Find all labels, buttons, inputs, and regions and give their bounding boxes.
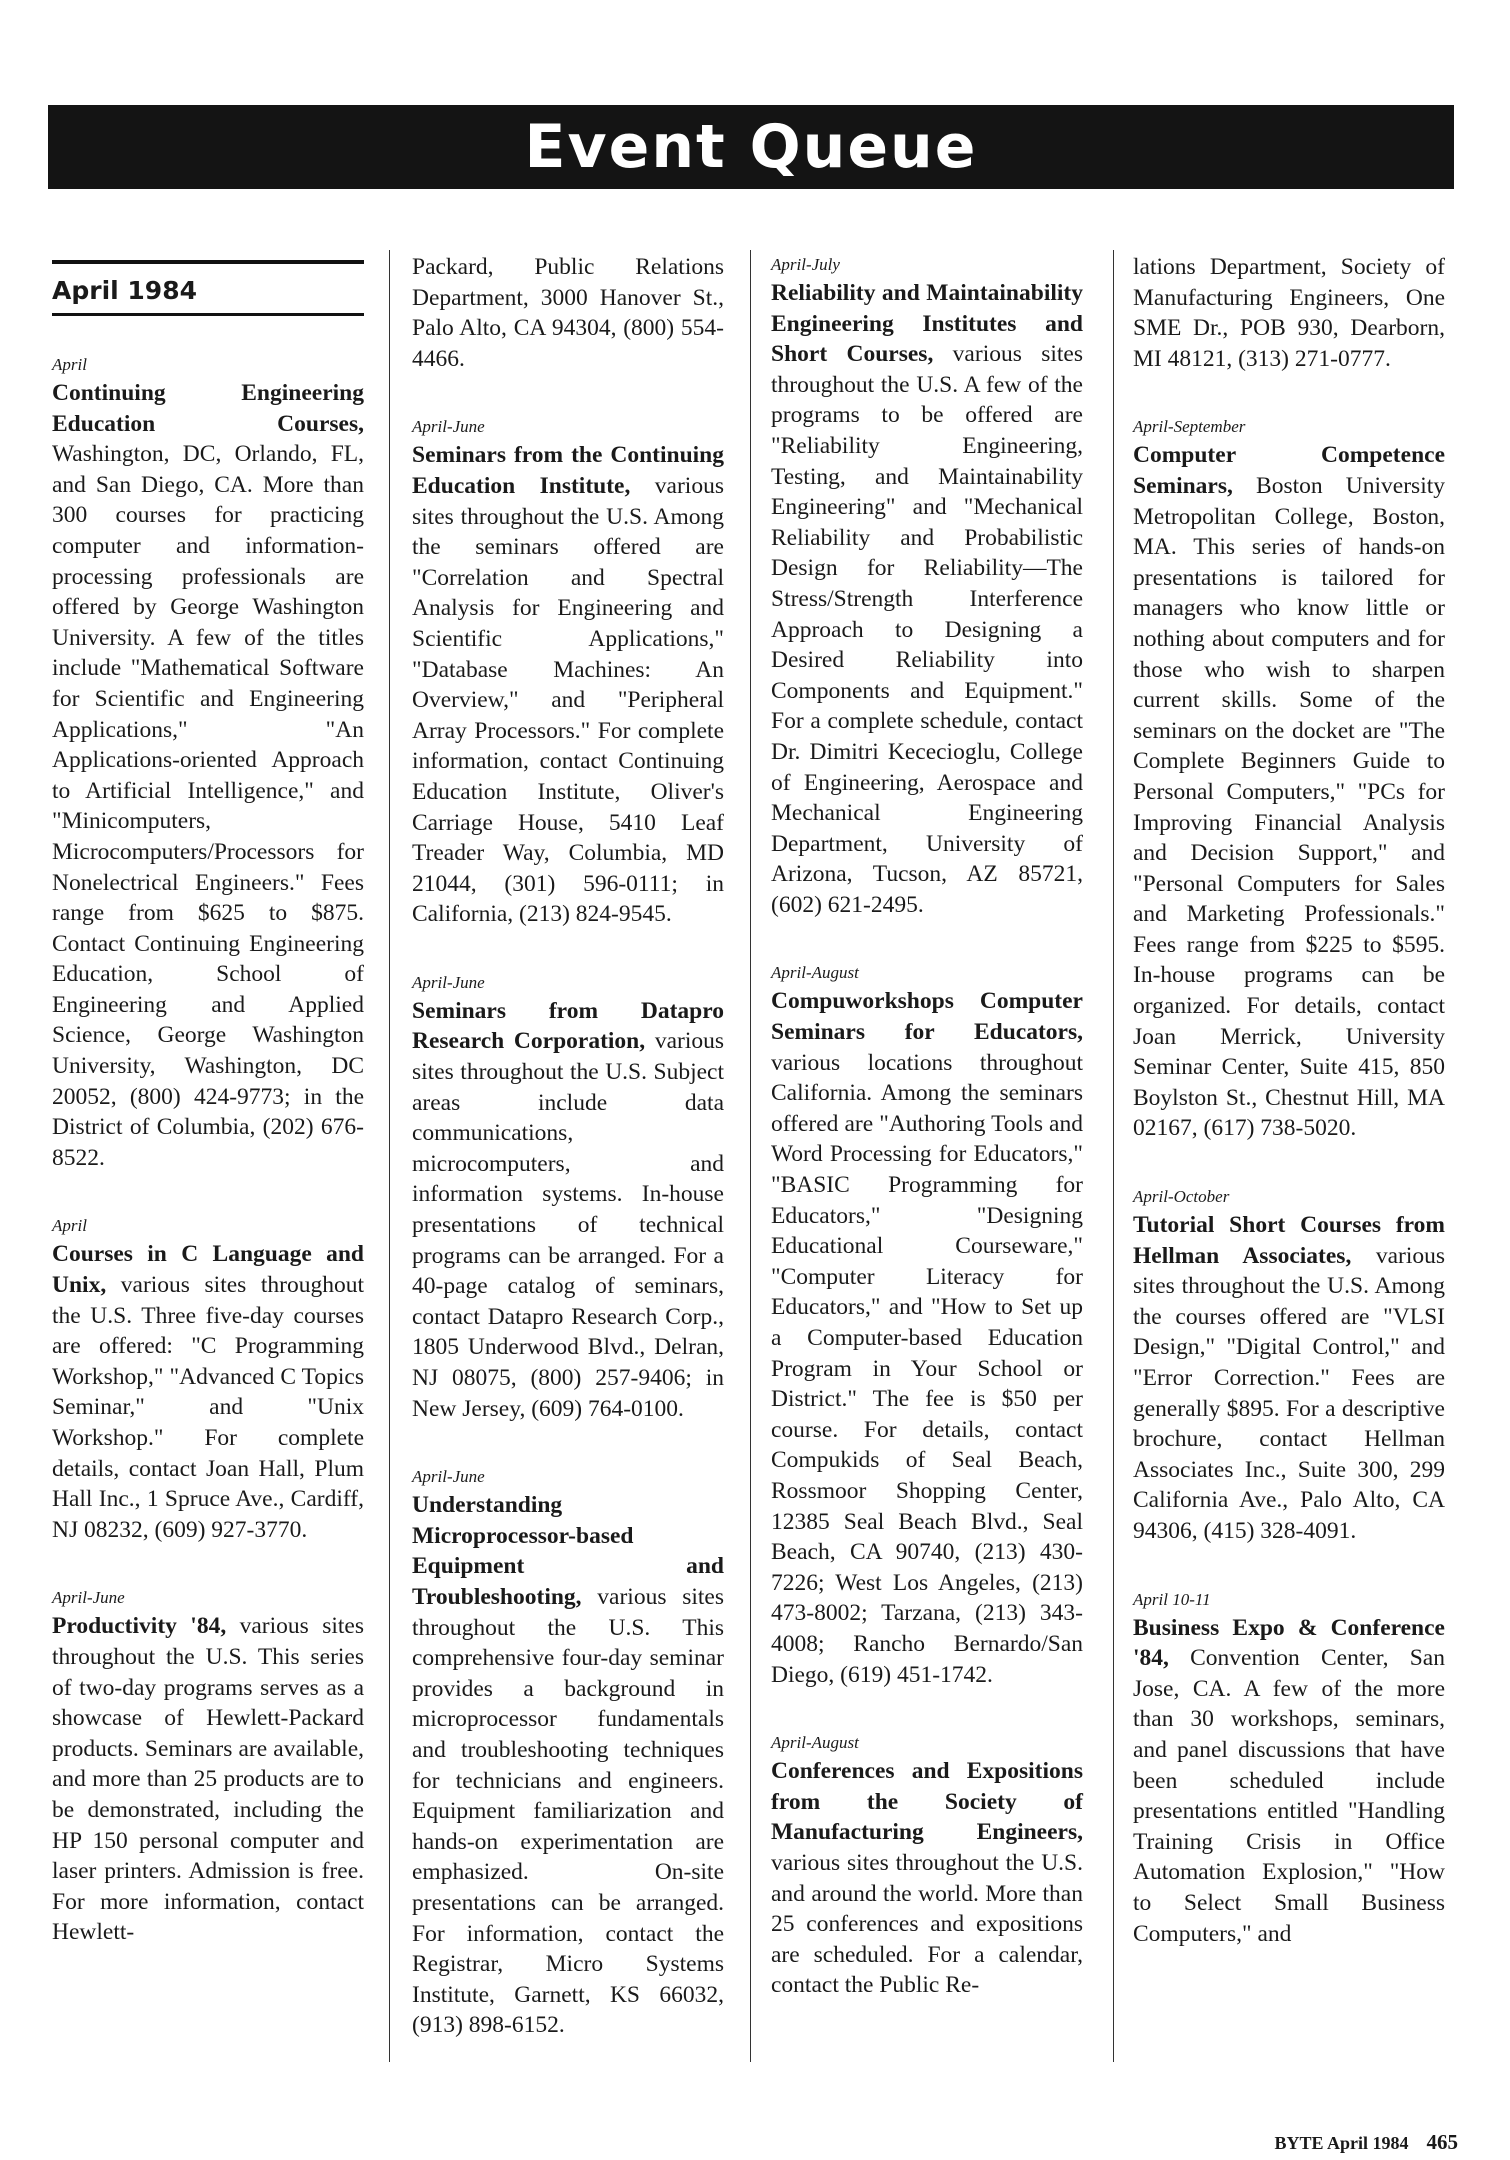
event-title: Business Expo & Conference '84, [1133,1614,1445,1672]
event-description: various sites throughout the U.S. Subject areas include data communications, microcomputers, and information systems. In-house presentations of technical programs can be arranged. For a 40-page catalog of seminars, contact Datapro Research Corp., 1805 Underwood Blvd., Delran, NJ 08075, (800) 257-9406; in New Jersey, (609) 764-0100. [412,1028,724,1422]
event-description: various sites throughout the U.S. Among the seminars offered are "Correlation and Spectral Analysis for Engineering and Scientific Applications," "Database Machines: An Overview," and "Peripheral Array Processors." For complete information, contact Continuing Education Institute, Oliver's Carriage House, 5410 Leaf Treader Way, Columbia, MD 21044, (301) 596-0111; in California, (213) 824-9545. [412,472,724,928]
event-description: various sites throughout the U.S. and around the world. More than 25 conferences and expositions are scheduled. For a calendar, contact the Public Re- [771,1849,1083,1999]
event-item [1133,414,1445,1144]
continued-text: lations Department, Society of Manufacturing Engineers, One SME Dr., POB 930, Dearborn, MI 48121, (313) 271-0777. [1133,254,1445,372]
event-item [771,252,1083,920]
event-title: Tutorial Short Courses from Hellman Associates, [1133,1212,1445,1269]
column-4 [1133,252,1445,1989]
event-item [412,1464,724,2041]
event-description: various sites throughout the U.S. Three five-day courses are offered: "C Programming Workshop," "Advanced C Topics Seminar," and "Unix Workshop." For complete details, contact Joan Hall, Plum Hall Inc., 1 Spruce Ave., Cardiff, NJ 08232, (609) 927-3770. [52,1272,364,1543]
event-description: Washington, DC, Orlando, FL, and San Diego, CA. More than 300 courses for practicing computer and information-processing professionals are offered by George Washington University. A few of the titles include "Mathematical Software for Scientific and Engineering Applications," "An Applications-oriented Approach to Artificial Intelligence," and "Minicomputers, Microcomputers/Processors for Nonelectrical Engineers." Fees range from $625 to $875. Contact Continuing Engineering Education, School of Engineering and Applied Science, George Washington University, Washington, DC 20052, (800) 424-9773; in the District of Columbia, (202) 676-8522. [52,441,364,1171]
event-text [412,996,724,1424]
event-description: Boston University Metropolitan College, Boston, MA. This series of hands-on presentations is tailored for managers who know little or nothing about computers and for those who wish to sharpen current skills. Some of the seminars on the docket are "The Complete Beginners Guide to Personal Computers," "PCs for Improving Financial Analysis and Decision Support," and "Personal Computers for Sales and Marketing Professionals." Fees range from $225 to $595. In-house programs can be organized. For details, contact Joan Merrick, University Seminar Center, Suite 415, 850 Boylston St., Chestnut Hill, MA 02167, (617) 738-5020. [1133,472,1445,1142]
event-title: Conferences and Expositions from the Society of Manufacturing Engineers, [771,1758,1083,1846]
continued-text: Packard, Public Relations Department, 3000 Hanover St., Palo Alto, CA 94304, (800) 554-4466. [412,254,724,372]
column-3 [771,252,1083,2041]
column-divider [1113,250,1114,2062]
event-item [412,414,724,930]
event-date: April-September [1133,417,1246,437]
event-text [1133,1210,1445,1547]
column-divider [389,250,390,2062]
event-description: Convention Center, San Jose, CA. A few of the more than 30 workshops, seminars, and panel discussions that have been scheduled include presentations entitled "Handling Training Crisis in Office Automation Explosion," "How to Select Small Business Computers," and [1133,1645,1445,1947]
event-title: Compuworkshops Computer Seminars for Educators, [771,988,1083,1046]
event-item [771,960,1083,1690]
event-title: Understanding Microprocessor-based Equipment and Troubleshooting, [412,1492,724,1610]
event-title: Continuing Engineering Education Courses, [52,380,364,437]
event-text [412,440,724,930]
event-description: various locations throughout California. Among the seminars offered are "Authoring Tools and Word Processing for Educators," "BASIC Programming for Educators," "Designing Educational Courseware," "Computer Literacy for Educators," and "How to Set up a Computer-based Education Program in Your School or District." The fee is $50 per course. For details, contact Compukids of Seal Beach, Rossmoor Shopping Center, 12385 Seal Beach Blvd., Seal Beach, CA 90740, (213) 430-7226; West Los Angeles, (213) 473-8002; Tarzana, (213) 343-4008; Rancho Bernardo/San Diego, (619) 451-1742. [771,1049,1083,1688]
event-item [52,1585,364,1948]
event-title: Reliability and Maintainability Engineering Institutes and Short Courses, [771,280,1083,368]
column-divider [750,250,751,2062]
event-date: April-June [412,417,485,437]
event-text [52,378,364,1173]
event-text [1133,1613,1445,1950]
event-description: various sites throughout the U.S. This comprehensive four-day seminar provides a background in microprocessor fundamentals and troubleshooting techniques for technicians and engineers. Equipment familiarization and hands-on experimentation are emphasized. On-site presentations can be arranged. For information, contact the Registrar, Micro Systems Institute, Garnett, KS 66032, (913) 898-6152. [412,1583,724,2039]
event-text [1133,440,1445,1144]
event-item [1133,1587,1445,1950]
event-date: April-June [412,972,485,992]
publication-name: BYTE April 1984 [1274,2133,1409,2153]
event-text [771,986,1083,1690]
section-banner [48,105,1454,189]
event-date: April [52,355,87,374]
event-date: April-August [771,1733,859,1753]
event-text [771,1756,1083,2001]
event-date: April-July [771,255,840,274]
event-text [771,278,1083,920]
event-date: April-August [771,963,859,983]
month-heading: April 1984 [52,260,364,316]
event-text [52,1239,364,1545]
event-item [412,970,724,1424]
event-date: April-June [52,1588,125,1608]
event-date: April [52,1216,87,1236]
event-title: Computer Competence Seminars, [1133,442,1445,499]
event-text [412,1490,724,2041]
event-description: various sites throughout the U.S. A few of the programs to be offered are "Reliability Engineering, Testing, and Maintainability Engineering" and "Mechanical Reliability and Probabilistic Design for Reliability—The Stress/Strength Interference Approach to Designing a Desired Reliability into Components and Equipment." For a complete schedule, contact Dr. Dimitri Kececioglu, College of Engineering, Aerospace and Mechanical Engineering Department, University of Arizona, Tucson, AZ 85721, (602) 621-2495. [771,341,1083,918]
event-text [52,1611,364,1948]
event-item [52,1213,364,1545]
event-title: Productivity '84, [52,1613,227,1640]
event-description: various sites throughout the U.S. Among the courses offered are "VLSI Design," "Digital Control," and "Error Correction." Fees are generally $895. For a descriptive brochure, contact Hellman Associates Inc., Suite 300, 299 California Ave., Palo Alto, CA 94306, (415) 328-4091. [1133,1242,1445,1544]
event-item [52,352,364,1173]
event-date: April-October [1133,1187,1230,1207]
page-number: 465 [1426,2130,1458,2154]
column-2 [412,252,724,2081]
event-date: April-June [412,1467,485,1487]
event-description: various sites throughout the U.S. This series of two-day programs serves as a showcase of Hewlett-Packard products. Seminars are available, and more than 25 products are to be demonstrated, including the HP 150 personal computer and laser printers. Admission is free. For more information, contact Hewlett- [52,1613,365,1946]
banner-title: Event Queue [524,112,978,182]
column-1 [52,252,364,1988]
event-date: April 10-11 [1133,1589,1211,1609]
page-footer [1274,2130,1458,2155]
event-title: Seminars from the Continuing Education Institute, [412,442,724,499]
event-item [1133,1184,1445,1547]
event-title: Seminars from Datapro Research Corporation, [412,997,724,1055]
event-item [771,1730,1083,2001]
event-title: Courses in C Language and Unix, [52,1241,364,1299]
